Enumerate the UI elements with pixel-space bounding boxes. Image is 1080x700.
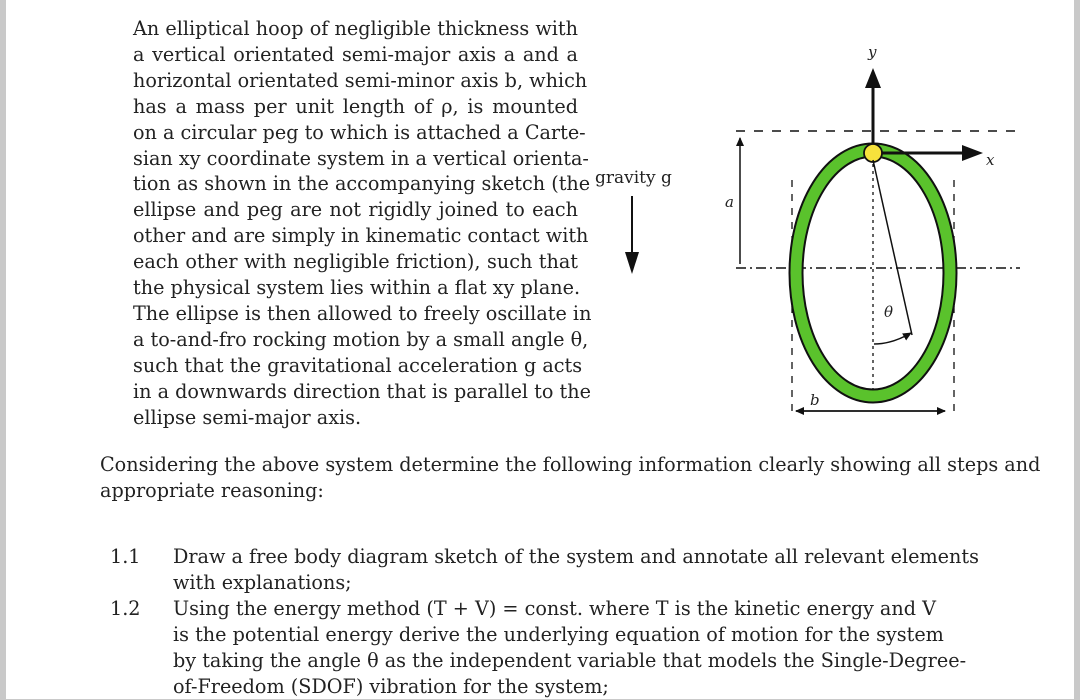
question-line: Draw a free body diagram sketch of the system and annotate all relevant elements — [173, 545, 979, 568]
x-axis-arrowhead — [962, 145, 983, 161]
intro-line: on a circular peg to which is attached a Carte- — [133, 120, 586, 144]
question-body — [173, 596, 967, 700]
intro-line: ellipse semi-major axis. — [133, 405, 362, 429]
gravity-label: gravity g — [595, 168, 672, 188]
question-line: with explanations; — [173, 571, 352, 594]
considering-statement — [100, 452, 1041, 504]
intro-line: such that the gravitational acceleration g acts — [133, 353, 583, 377]
intro-line: horizontal orientated semi-minor axis b, which — [133, 68, 588, 92]
intro-line: tion as shown in the accompanying sketch (the — [133, 172, 591, 196]
x-axis-label: x — [986, 151, 995, 169]
theta-label: θ — [884, 303, 894, 321]
question-line: of-Freedom (SDOF) vibration for the system; — [173, 675, 609, 698]
intro-line: ellipse and peg are not rigidly joined to each — [133, 198, 578, 222]
peg — [864, 144, 882, 162]
intro-line: An elliptical hoop of negligible thickness with — [133, 17, 578, 40]
y-axis-label: y — [868, 43, 877, 61]
intro-line: a vertical orientated semi-major axis a and a — [133, 42, 578, 66]
theta-arc — [874, 333, 911, 344]
intro-line: The ellipse is then allowed to freely oscillate in — [133, 301, 592, 325]
question-body — [173, 544, 979, 596]
intro-line: each other with negligible friction), such that — [133, 250, 578, 274]
y-axis-arrowhead — [865, 68, 881, 88]
intro-line: in a downwards direction that is parallel to the — [133, 379, 591, 403]
dimension-a-label: a — [725, 193, 734, 211]
considering-line: appropriate reasoning: — [100, 479, 324, 502]
question-number: 1.2 — [110, 597, 141, 620]
question-line: is the potential energy derive the underlying equation of motion for the system — [173, 623, 944, 646]
question-line: by taking the angle θ as the independent variable that models the Single-Degree- — [173, 649, 967, 672]
considering-line: Considering the above system determine the following information clearly showing all steps and — [100, 453, 1041, 476]
question-number: 1.1 — [110, 545, 141, 568]
intro-line: the physical system lies within a flat xy plane. — [133, 276, 581, 300]
dimension-b-label: b — [810, 391, 820, 409]
question-line: Using the energy method (T + V) = const. where T is the kinetic energy and V — [173, 597, 936, 620]
intro-line: has a mass per unit length of ρ, is mounted — [133, 94, 578, 118]
gravity-arrowhead — [625, 252, 639, 274]
intro-line: other and are simply in kinematic contact with — [133, 224, 589, 248]
intro-line: sian xy coordinate system in a vertical orienta- — [133, 146, 589, 170]
intro-line: a to-and-fro rocking motion by a small angle θ, — [133, 327, 589, 351]
